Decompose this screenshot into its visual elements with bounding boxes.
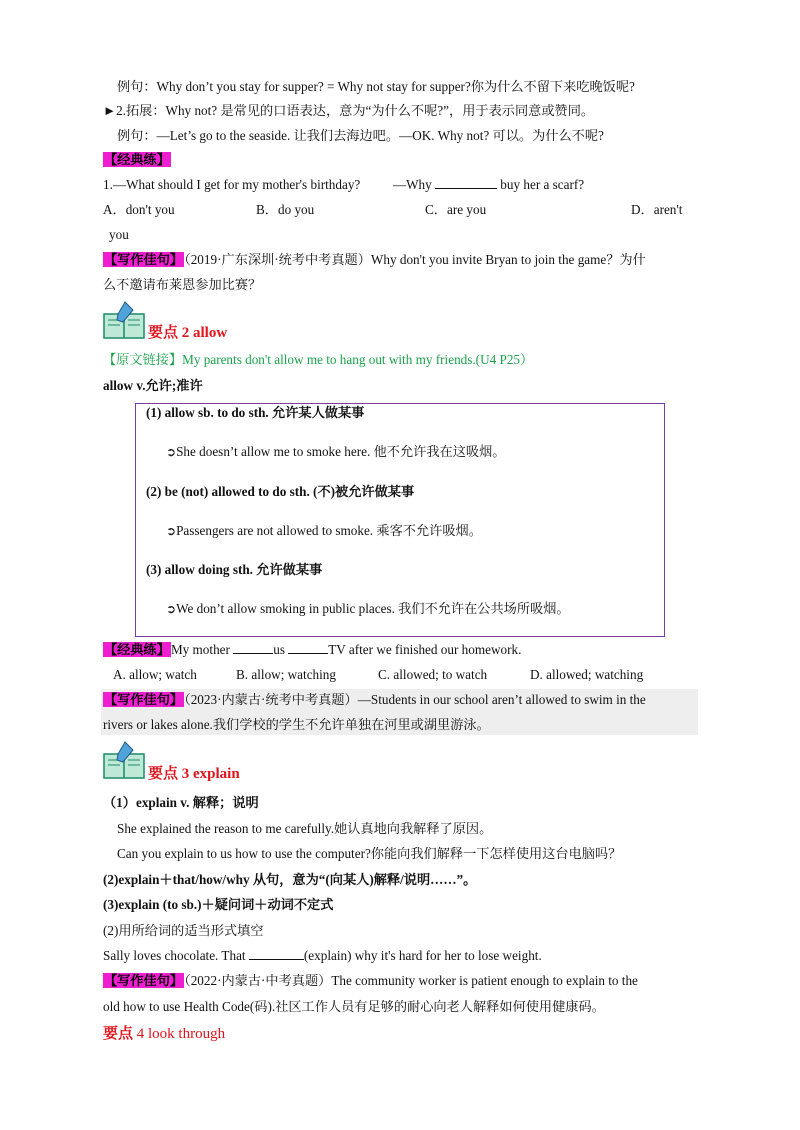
arrow-icon: ➲ (166, 602, 177, 616)
section-3-heading: 要点 3 explain (148, 766, 240, 782)
answer-blank[interactable] (249, 947, 304, 960)
usage-2-example-text: Passengers are not allowed to smoke. 乘客不允许吸烟。 (176, 523, 482, 538)
answer-blank[interactable] (288, 641, 328, 654)
section-4-heading-prefix: 要点 (103, 1026, 134, 1042)
book-pencil-icon (103, 740, 147, 780)
explain-definition: （1）explain v. 解释；说明 (103, 795, 259, 810)
question-2-mid: us (273, 642, 285, 657)
usage-3-example (166, 600, 570, 618)
usage-1-example (166, 443, 505, 461)
extension-line (103, 102, 594, 120)
writing-example-1-cont: 么不邀请布莱恩参加比赛？ (103, 277, 262, 292)
explain-example-1: She explained the reason to me carefully.她认真地向我解释了原因。 (117, 821, 493, 836)
explain-rule-3: (3)explain (to sb.)＋疑问词＋动词不定式 (103, 897, 334, 912)
writing-tag: 【写作佳句】 (104, 973, 184, 988)
option-d[interactable]: D．aren't (631, 202, 683, 217)
writing-example-3-cont: old how to use Health Code(码).社区工作人员有足够的耐心向老人解释如何使用健康码。 (103, 999, 605, 1014)
usage-2-example (166, 522, 482, 540)
practice-tag-label: 【经典练】 (104, 152, 170, 167)
question-1-reply: —Why (392, 177, 432, 192)
arrow-icon: ➲ (166, 524, 177, 538)
fill-in-end: (explain) why it's hard for her to lose weight. (303, 948, 542, 963)
writing-text-3: （2022·内蒙古·中考真题）The community worker is patient enough to explain to the (184, 973, 638, 988)
book-pencil-icon (103, 300, 147, 340)
answer-blank[interactable] (233, 641, 273, 654)
option-a[interactable]: A. allow; watch (113, 667, 197, 682)
option-d-wrap: you (109, 227, 129, 242)
writing-example-1 (103, 251, 646, 269)
explain-rule-2: (2)explain＋that/how/why 从句，意为“(向某人)解释/说明……”。 (103, 872, 477, 887)
fill-in-start: Sally loves chocolate. That (103, 948, 246, 963)
option-b[interactable]: B. allow; watching (236, 667, 336, 682)
option-c[interactable]: C. allowed; to watch (378, 667, 488, 682)
usage-3-example-text: We don’t allow smoking in public places. 我们不允许在公共场所吸烟。 (176, 601, 570, 616)
option-b[interactable]: B．do you (256, 202, 315, 217)
option-c[interactable]: C．are you (425, 202, 487, 217)
example-sentence-1: 例句：Why don’t you stay for supper? = Why not stay for supper?你为什么不留下来吃晚饭呢? (117, 79, 635, 94)
example-sentence-2: 例句：—Let’s go to the seaside. 让我们去海边吧。—OK. Why not? 可以。为什么不呢? (117, 128, 604, 143)
writing-example-3 (103, 972, 638, 990)
practice-tag (103, 151, 171, 169)
practice-tag-label: 【经典练】 (104, 642, 170, 657)
writing-example-2-cont: rivers or lakes alone.我们学校的学生不允许单独在河里或湖里游泳。 (103, 717, 490, 732)
answer-blank[interactable] (435, 176, 497, 189)
usage-2-title: (2) be (not) allowed to do sth. (不)被允许做某事 (146, 484, 415, 499)
section-4-heading (103, 1025, 225, 1043)
explain-example-2: Can you explain to us how to use the computer?你能向我们解释一下怎样使用这台电脑吗？ (117, 846, 622, 861)
source-link[interactable]: 【原文链接】My parents don't allow me to hang out with my friends.(U4 P25） (103, 352, 534, 367)
usage-1-example-text: She doesn’t allow me to smoke here. 他不允许我在这吸烟。 (176, 444, 506, 459)
writing-tag: 【写作佳句】 (104, 252, 184, 267)
option-d[interactable]: D. allowed; watching (530, 667, 644, 682)
question-2-start: My mother (170, 642, 230, 657)
question-1-end: buy her a scarf? (500, 177, 585, 192)
question-1-prompt: 1.—What should I get for my mother's birthday? (103, 177, 361, 192)
writing-tag: 【写作佳句】 (104, 692, 184, 707)
option-a[interactable]: A．don't you (103, 202, 175, 217)
fill-in-title: (2)用所给词的适当形式填空 (103, 923, 264, 938)
section-2-heading: 要点 2 allow (148, 325, 228, 341)
writing-text-2: （2023·内蒙古·统考中考真题）—Students in our school aren’t allowed to swim in the (184, 692, 646, 707)
triangle-bullet-icon: ► (103, 103, 117, 118)
question-2-end: TV after we finished our homework. (328, 642, 522, 657)
question-2 (103, 641, 521, 659)
extension-text: 2.拓展：Why not? 是常见的口语表达，意为“为什么不呢?”，用于表示同意或赞同。 (116, 103, 595, 118)
usage-3-title: (3) allow doing sth. 允许做某事 (146, 562, 323, 577)
fill-in-question (103, 947, 542, 965)
writing-example-2 (103, 691, 646, 709)
allow-definition: allow v.允许;准许 (103, 378, 203, 393)
section-4-heading-rest: 4 look through (133, 1026, 226, 1042)
question-1 (103, 176, 584, 194)
usage-1-title: (1) allow sb. to do sth. 允许某人做某事 (146, 405, 365, 420)
writing-text-1: （2019·广东深圳·统考中考真题）Why don't you invite Bryan to join the game？为什 (184, 252, 646, 267)
arrow-icon: ➲ (166, 445, 177, 459)
